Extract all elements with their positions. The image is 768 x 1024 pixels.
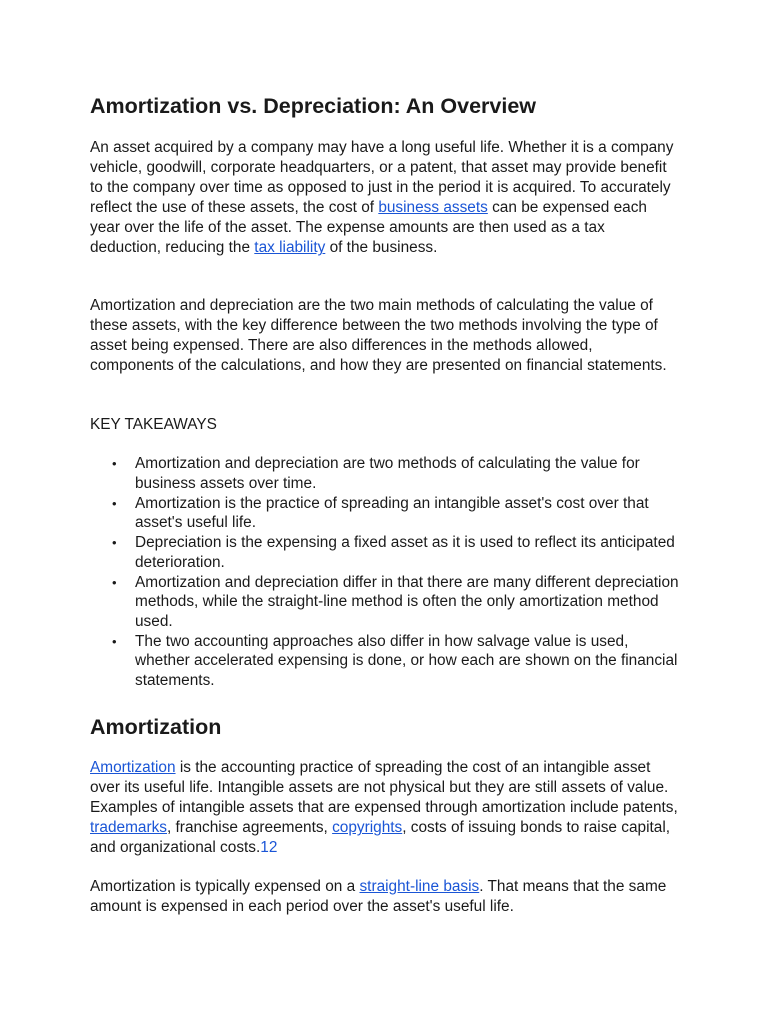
business-assets-link[interactable]: business assets	[378, 199, 488, 217]
amortization-heading: Amortization	[90, 715, 222, 739]
intro-paragraph-1	[90, 138, 680, 259]
key-takeaways-list	[90, 454, 680, 691]
citation-ref[interactable]: 12	[260, 839, 278, 857]
list-item: • Depreciation is the expensing a fixed asset as it is used to reflect its anticipated deterioration.	[90, 533, 680, 572]
list-item: • The two accounting approaches also differ in how salvage value is used, whether accelerated expensing is done, or how each are shown on the financial statements.	[90, 632, 680, 691]
trademarks-link[interactable]: trademarks	[90, 819, 167, 837]
key-takeaways-heading: KEY TAKEAWAYS	[90, 416, 217, 433]
straight-line-basis-link[interactable]: straight-line basis	[359, 878, 480, 895]
copyrights-link[interactable]: copyrights	[332, 819, 403, 837]
amortization-link[interactable]: Amortization	[90, 759, 176, 776]
amort-p2-text-a: Amortization is typically expensed on a	[90, 878, 360, 895]
amort-p1-text-c: , costs of issuing bonds to raise capital, and organizational costs.	[90, 819, 671, 857]
amortization-paragraph-2	[90, 877, 680, 917]
tax-liability-link[interactable]: tax liability	[254, 239, 326, 257]
intro-p1-text-c: of the business.	[325, 239, 438, 257]
list-item: • Amortization and depreciation differ in that there are many different depreciation methods, while the straight-line method is often the only amortization method used.	[90, 573, 680, 632]
page-title: Amortization vs. Depreciation: An Overview	[90, 94, 537, 118]
amort-p1-text-b: , franchise agreements,	[166, 819, 333, 837]
list-item: • Amortization is the practice of spreading an intangible asset's cost over that asset's useful life.	[90, 494, 680, 533]
intro-paragraph-2: Amortization and depreciation are the two main methods of calculating the value of these assets, with the key difference between the two methods involving the type of asset being expensed. There are also differences in the methods allowed, components of the calculations, and how they are presented on financial statements.	[90, 297, 667, 375]
amortization-paragraph-1	[90, 758, 680, 858]
list-item: • Amortization and depreciation are two methods of calculating the value for business assets over time.	[90, 454, 680, 493]
amort-p2-text-b: . That means that the same amount is expensed in each period over the asset's useful life.	[90, 878, 667, 916]
intro-p1-text-b: can be expensed each year over the life of the asset. The expense amounts are then used as a tax deduction, reducing the	[90, 199, 647, 257]
intro-p1-text-a: An asset acquired by a company may have a long useful life. Whether it is a company vehicle, goodwill, corporate headquarters, or a patent, that asset may provide benefit to the company over time as opposed to just in the period it is acquired. To accurately reflect the use of these assets, the cost of	[90, 139, 674, 217]
amort-p1-text-a: is the accounting practice of spreading the cost of an intangible asset over its useful life. Intangible assets are not physical but they are still assets of value. Examples of intangible assets that are expensed through amortization include patents,	[90, 759, 678, 817]
